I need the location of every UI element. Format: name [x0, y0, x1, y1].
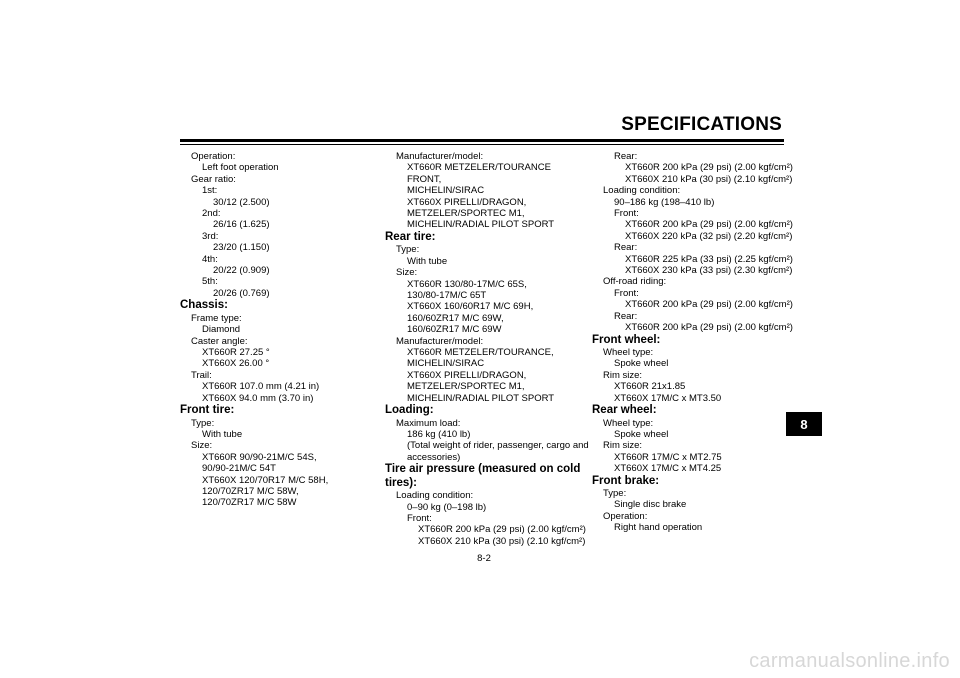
spec-line: 130/80-17M/C 65T [407, 289, 487, 301]
header-rule-thin [180, 144, 784, 145]
page-number: 8-2 [477, 553, 491, 564]
spec-column-1 [180, 151, 380, 509]
section-heading: Front brake: [592, 474, 660, 487]
spec-line: With tube [407, 255, 448, 267]
chapter-tab: 8 [786, 412, 822, 436]
spec-line: 1st: [202, 185, 218, 197]
spec-line: 90/90-21M/C 54T [202, 463, 276, 475]
spec-line: 0–90 kg (0–198 lb) [407, 501, 487, 513]
spec-line: 160/60ZR17 M/C 69W, [407, 312, 504, 324]
spec-line: Maximum load: [396, 417, 461, 429]
spec-line: Type: [396, 244, 420, 256]
section-heading: Front wheel: [592, 333, 661, 346]
spec-line: XT660R 90/90-21M/C 54S, [202, 451, 317, 463]
spec-line: Loading condition: [396, 490, 474, 502]
spec-line: 2nd: [202, 208, 221, 220]
spec-line: XT660R 130/80-17M/C 65S, [407, 278, 527, 290]
spec-line: XT660X 210 kPa (30 psi) (2.10 kgf/cm²) [418, 535, 586, 547]
spec-line: MICHELIN/SIRAC [407, 358, 485, 370]
spec-line: 4th: [202, 253, 218, 265]
spec-line: Operation: [191, 151, 236, 162]
spec-line: XT660R METZELER/TOURANCE, [407, 347, 554, 358]
spec-line: XT660X 17M/C x MT4.25 [614, 463, 722, 475]
spec-line: Wheel type: [603, 417, 654, 429]
spec-line: accessories) [407, 451, 461, 463]
spec-line: XT660R 225 kPa (33 psi) (2.25 kgf/cm²) [625, 253, 793, 265]
spec-line: 23/20 (1.150) [213, 242, 270, 254]
spec-line: Front: [614, 287, 639, 299]
spec-line: XT660X 120/70R17 M/C 58H, [202, 474, 329, 486]
spec-line: XT660X 17M/C x MT3.50 [614, 392, 722, 404]
spec-line: XT660R 200 kPa (29 psi) (2.00 kgf/cm²) [418, 524, 586, 536]
spec-line: Single disc brake [614, 499, 687, 511]
section-heading: Chassis: [180, 299, 228, 312]
header-rule-thick [180, 139, 784, 142]
spec-line: 120/70ZR17 M/C 58W [202, 497, 297, 509]
spec-line: Spoke wheel [614, 428, 669, 440]
spec-line: 26/16 (1.625) [213, 219, 270, 231]
spec-line: Rear: [614, 310, 638, 322]
spec-line: XT660R 27.25 ° [202, 347, 270, 358]
spec-line: Loading condition: [603, 185, 681, 197]
spec-line: 3rd: [202, 230, 219, 242]
spec-line: XT660X 26.00 ° [202, 358, 270, 370]
spec-line: Diamond [202, 324, 241, 336]
spec-line: XT660X 210 kPa (30 psi) (2.10 kgf/cm²) [625, 173, 793, 185]
spec-line: Rim size: [603, 369, 643, 381]
spec-line: XT660R 21x1.85 [614, 381, 686, 393]
spec-line: Front: [614, 208, 639, 220]
spec-line: XT660X PIRELLI/DRAGON, [407, 196, 527, 208]
spec-line: 90–186 kg (198–410 lb) [614, 196, 715, 208]
spec-line: Manufacturer/model: [396, 151, 484, 162]
spec-column-3 [592, 151, 792, 534]
spec-line: XT660R 200 kPa (29 psi) (2.00 kgf/cm²) [625, 322, 793, 334]
spec-line: Rim size: [603, 440, 643, 452]
spec-line: XT660R 200 kPa (29 psi) (2.00 kgf/cm²) [625, 219, 793, 231]
spec-line: 20/26 (0.769) [213, 287, 270, 299]
spec-line: MICHELIN/RADIAL PILOT SPORT [407, 219, 555, 231]
spec-line: 186 kg (410 lb) [407, 428, 471, 440]
watermark: carmanualsonline.info [749, 650, 950, 672]
spec-line: Gear ratio: [191, 173, 236, 185]
spec-line: Manufacturer/model: [396, 335, 484, 347]
spec-line: XT660R 200 kPa (29 psi) (2.00 kgf/cm²) [625, 162, 793, 174]
spec-line: Size: [396, 267, 418, 279]
spec-line: Rear: [614, 242, 638, 254]
section-heading: Rear tire: [385, 230, 436, 243]
section-heading: Loading: [385, 404, 434, 417]
spec-column-2 [385, 151, 589, 547]
section-heading: Tire air pressure (measured on cold [385, 463, 581, 476]
page-title: SPECIFICATIONS [621, 114, 782, 135]
spec-line: FRONT, [407, 173, 442, 185]
spec-line: Caster angle: [191, 335, 248, 347]
spec-line: Type: [603, 488, 627, 500]
spec-line: Spoke wheel [614, 358, 669, 370]
spec-line: Right hand operation [614, 522, 703, 534]
spec-line: MICHELIN/RADIAL PILOT SPORT [407, 392, 555, 404]
spec-line: Off-road riding: [603, 276, 667, 288]
spec-line: Operation: [603, 510, 648, 522]
spec-line: XT660R 17M/C x MT2.75 [614, 451, 722, 463]
spec-line: XT660X PIRELLI/DRAGON, [407, 369, 527, 381]
spec-line: Type: [191, 417, 215, 429]
spec-line: With tube [202, 428, 243, 440]
spec-line: XT660X 220 kPa (32 psi) (2.20 kgf/cm²) [625, 230, 793, 242]
section-heading: Front tire: [180, 404, 235, 417]
spec-line: METZELER/SPORTEC M1, [407, 381, 525, 393]
spec-line: MICHELIN/SIRAC [407, 185, 485, 197]
spec-line: 30/12 (2.500) [213, 196, 270, 208]
spec-line: Size: [191, 440, 213, 452]
spec-line: 20/22 (0.909) [213, 265, 270, 277]
spec-line: Frame type: [191, 312, 242, 324]
spec-line: XT660R METZELER/TOURANCE [407, 162, 551, 174]
section-heading: tires): [385, 476, 417, 489]
spec-line: Front: [407, 512, 432, 524]
spec-line: XT660X 230 kPa (33 psi) (2.30 kgf/cm²) [625, 265, 793, 277]
spec-line: XT660X 160/60R17 M/C 69H, [407, 301, 534, 313]
spec-line: Wheel type: [603, 347, 654, 358]
spec-line: Left foot operation [202, 162, 279, 174]
spec-line: XT660R 200 kPa (29 psi) (2.00 kgf/cm²) [625, 299, 793, 311]
spec-line: METZELER/SPORTEC M1, [407, 208, 525, 220]
spec-line: 120/70ZR17 M/C 58W, [202, 485, 299, 497]
spec-line: Rear: [614, 151, 638, 162]
spec-line: 5th: [202, 276, 218, 288]
spec-line: XT660X 94.0 mm (3.70 in) [202, 392, 314, 404]
section-heading: Rear wheel: [592, 404, 657, 417]
spec-line: XT660R 107.0 mm (4.21 in) [202, 381, 320, 393]
spec-line: Trail: [191, 369, 212, 381]
spec-line: 160/60ZR17 M/C 69W [407, 324, 502, 336]
spec-line: (Total weight of rider, passenger, cargo and [407, 440, 589, 452]
